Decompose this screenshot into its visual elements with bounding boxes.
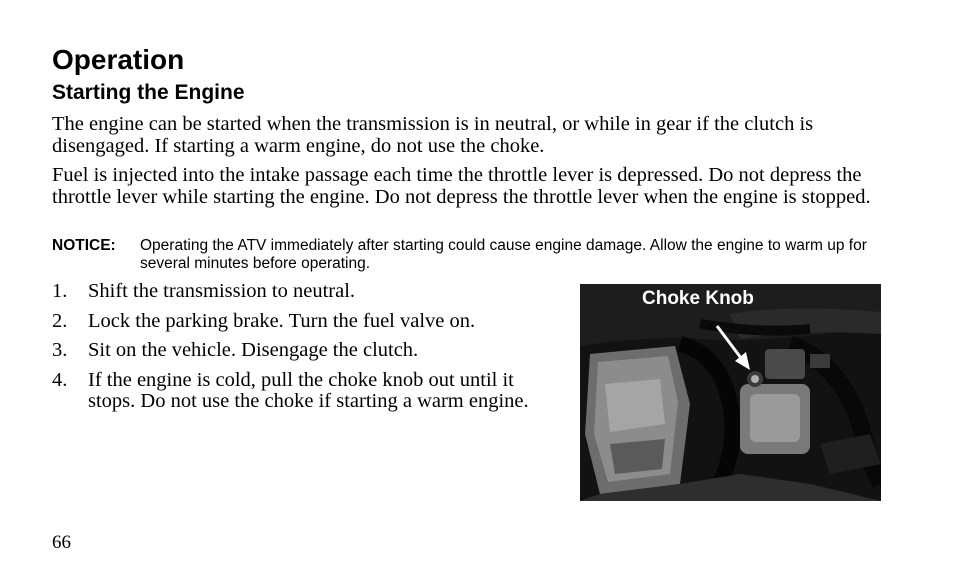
step-number: 3. [52, 339, 68, 361]
list-item [52, 281, 562, 303]
page-number: 66 [52, 532, 71, 553]
step-number: 1. [52, 280, 68, 302]
engine-illustration [580, 284, 881, 501]
list-item [52, 340, 562, 362]
list-item [52, 370, 562, 413]
subsection-title: Starting the Engine [52, 81, 245, 104]
step-number: 4. [52, 368, 68, 391]
choke-knob-photo [580, 284, 881, 501]
paragraph-2: Fuel is injected into the intake passage each time the throttle lever is depressed. Do not depress the throttle lever while starting the engine. Do not depress the throttle lever when the engine is stopped. [52, 164, 871, 208]
step-text: Sit on the vehicle. Disengage the clutch. [88, 339, 419, 361]
paragraph-1: The engine can be started when the transmission is in neutral, or while in gear if the clutch is disengaged. If starting a warm engine, do not use the choke. [52, 113, 814, 157]
step-text: Shift the transmission to neutral. [88, 280, 356, 302]
step-text: Lock the parking brake. Turn the fuel valve on. [88, 309, 476, 332]
notice-text: Operating the ATV immediately after starting could cause engine damage. Allow the engine to warm up for several minutes before operating. [140, 237, 867, 272]
step-text: If the engine is cold, pull the choke knob out until it stops. Do not use the choke if starting a warm engine. [88, 368, 529, 412]
section-title: Operation [52, 44, 185, 75]
notice-label: NOTICE: [52, 237, 116, 254]
step-list [52, 281, 562, 421]
step-number: 2. [52, 309, 68, 332]
list-item [52, 311, 562, 333]
choke-knob-label: Choke Knob [642, 288, 754, 309]
